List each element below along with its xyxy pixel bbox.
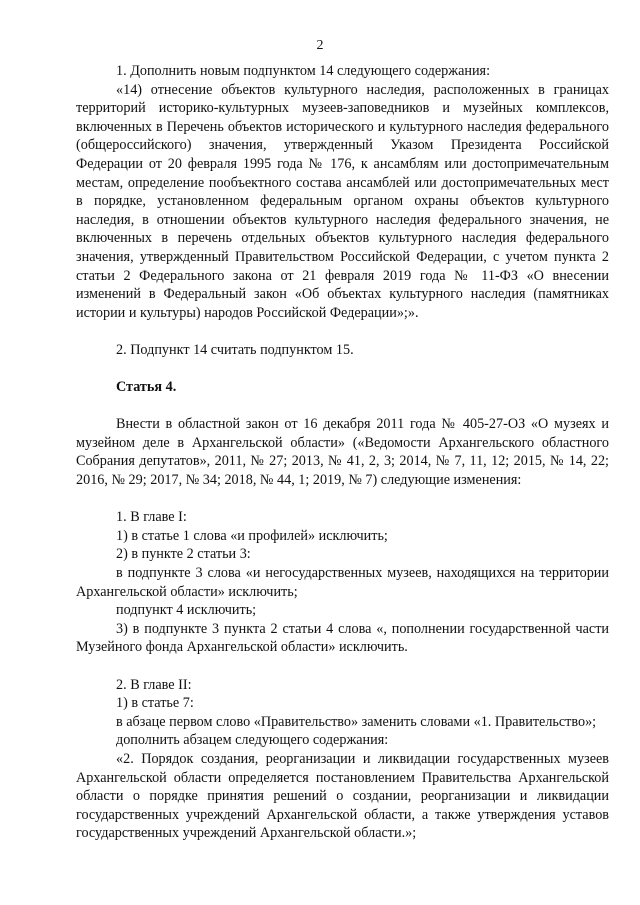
article-heading: Статья 4. <box>116 379 177 396</box>
amendment-item-1: 1. Дополнить новым подпунктом 14 следующего содержания: <box>116 63 491 79</box>
chapter-2-sub-1-a: в абзаце первом слово «Правительство» заменить словами «1. Правительство»; <box>116 713 597 730</box>
chapter-2-sub-1: 1) в статье 7: <box>116 695 194 712</box>
chapter-2-item: 2. В главе II: <box>116 676 192 693</box>
chapter-1-sub-3: 3) в подпункте 3 пункта 2 статьи 4 слова «, пополнении государственной части Музейного фонда Архангельской области» исключить. <box>76 620 609 656</box>
chapter-1-sub-2-a: в подпункте 3 слова «и негосударственных музеев, находящихся на территории Архангельской области» исключить; <box>76 565 609 600</box>
chapter-1-sub-1: 1) в статье 1 слова «и профилей» исключить; <box>116 527 388 544</box>
chapter-2-sub-1-b: дополнить абзацем следующего содержания: <box>116 732 389 749</box>
chapter-2-sub-1-c: «2. Порядок создания, реорганизации и ликвидации государственных музеев Архангельской области определяется постановлением Правительства Архангельской области о порядке принятия решений о создании, реорганизации и ликвидации государственных учреждений Архангельской области, а также утверждения уставов государственных учреждений Архангельской области.»; <box>76 750 609 842</box>
page-number: 2 <box>316 38 324 53</box>
subparagraph-14-text: «14) отнесение объектов культурного наследия, расположенных в границах территорий историко-культурных музеев-заповедников и музейных комплексов, включенных в Перечень объектов исторического и культурного наследия федерального (общероссийского) значения, утвержденный Указом Президента Российской Федерации от 20 февраля 1995 года № 176, к ансамблям или достопримечательным местам, определение пообъектного состава ансамблей или достопримечательных мест в порядке, установленном федеральным органом охраны объектов культурного наследия, в отношении объектов культурного наследия федерального значения, не включенных в перечень отдельных объектов культурного наследия федерального значения, утвержденный Правительством Российской Федерации, с учетом пункта 2 статьи 2 Федерального закона от 21 февраля 2019 года № 11-ФЗ «О внесении изменений в Федеральный закон «Об объектах культурного наследия (памятниках истории и культуры) народов Российской Федерации»;». <box>76 81 609 321</box>
amendment-item-2: 2. Подпункт 14 считать подпунктом 15. <box>116 341 354 358</box>
chapter-1-item: 1. В главе I: <box>116 509 187 526</box>
chapter-1-sub-2-b: подпункт 4 исключить; <box>116 602 257 619</box>
document-body <box>76 62 609 843</box>
chapter-1-sub-2: 2) в пункте 2 статьи 3: <box>116 546 251 563</box>
article-4-intro: Внести в областной закон от 16 декабря 2011 года № 405-27-ОЗ «О музеях и музейном деле в Архангельской области» («Ведомости Архангельского областного Собрания депутатов», 2011, № 27; 2013, № 41, 2, 3; 2014, № 7, 11, 12; 2015, № 14, 22; 2016, № 29; 2017, № 34; 2018, № 44, 1; 2019, № 7) следующие изменения: <box>76 416 609 489</box>
